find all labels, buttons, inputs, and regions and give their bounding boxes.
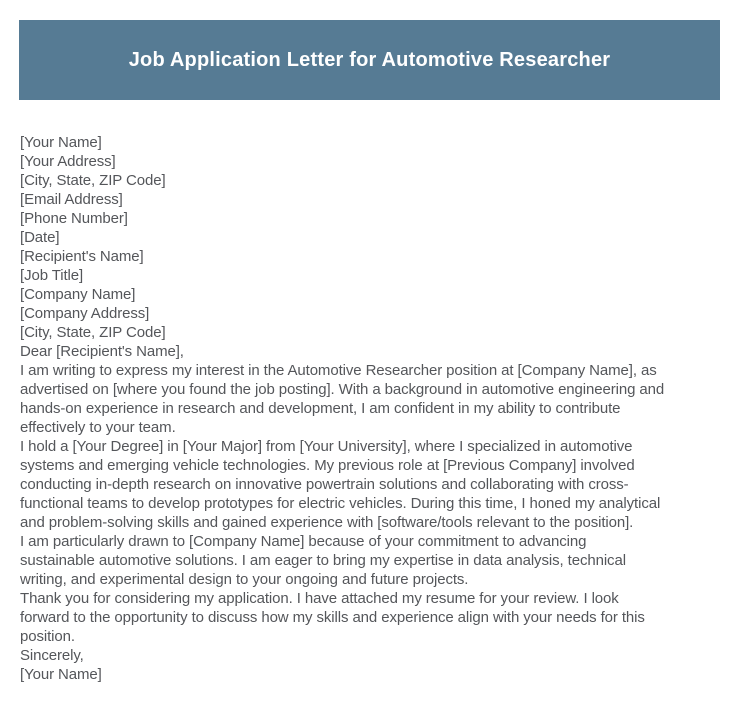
letter-body [20, 133, 732, 684]
letter-line: and problem-solving skills and gained experience with [software/tools relevant to the position]. [20, 514, 634, 531]
letter-line: [Recipient's Name] [20, 248, 144, 265]
letter-line: [Email Address] [20, 191, 123, 208]
letter-line: [Phone Number] [20, 210, 128, 227]
letter-line: effectively to your team. [20, 419, 176, 436]
letter-line: advertised on [where you found the job posting]. With a background in automotive engineering and [20, 381, 665, 398]
letter-line: [Company Name] [20, 286, 136, 303]
letter-line: Thank you for considering my application. I have attached my resume for your review. I look [20, 590, 619, 607]
letter-line: [Your Name] [20, 666, 102, 683]
page-title: Job Application Letter for Automotive Researcher [128, 48, 611, 71]
letter-line: I am writing to express my interest in the Automotive Researcher position at [Company Name], as [20, 362, 657, 379]
letter-line: position. [20, 628, 75, 645]
letter-line: I hold a [Your Degree] in [Your Major] from [Your University], where I specialized in automotive [20, 438, 633, 455]
letter-line: Sincerely, [20, 647, 84, 664]
letter-line: I am particularly drawn to [Company Name] because of your commitment to advancing [20, 533, 587, 550]
letter-line: hands-on experience in research and development, I am confident in my ability to contribute [20, 400, 621, 417]
letter-line: [Date] [20, 229, 60, 246]
letter-line: sustainable automotive solutions. I am eager to bring my expertise in data analysis, technical [20, 552, 626, 569]
letter-line: [Company Address] [20, 305, 150, 322]
letter-line: [Your Address] [20, 153, 116, 170]
letter-line: [Job Title] [20, 267, 84, 284]
letter-line: [Your Name] [20, 134, 102, 151]
letter-line: [City, State, ZIP Code] [20, 324, 166, 341]
letter-line: writing, and experimental design to your ongoing and future projects. [20, 571, 469, 588]
title-banner [19, 20, 720, 100]
letter-line: systems and emerging vehicle technologies. My previous role at [Previous Company] involved [20, 457, 635, 474]
letter-line: Dear [Recipient's Name], [20, 343, 184, 360]
letter-line: conducting in-depth research on innovative powertrain solutions and collaborating with cross- [20, 476, 629, 493]
letter-line: functional teams to develop prototypes for electric vehicles. During this time, I honed my analytical [20, 495, 661, 512]
letter-line: forward to the opportunity to discuss how my skills and experience align with your needs for this [20, 609, 645, 626]
letter-line: [City, State, ZIP Code] [20, 172, 166, 189]
